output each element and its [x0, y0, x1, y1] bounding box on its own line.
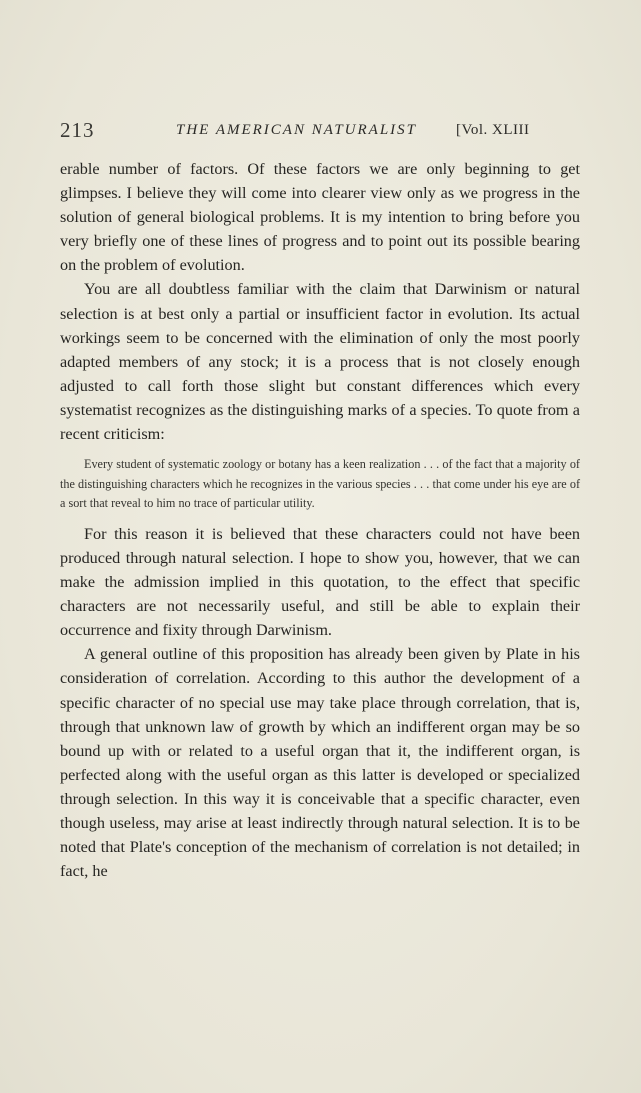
paragraph-this-reason: For this reason it is believed that these characters could not have been produced through natural selection. I hope to show you, however, that we can make the admission implied in this quotation, to the effect that specific characters are not necessarily useful, and still be able to explain their occurrence and fixity through Darwinism. [60, 524, 580, 640]
body-text [60, 157, 580, 883]
block-quote: Every student of systematic zoology or botany has a keen realization . . . of the fact that a majority of the distinguishing characters which he recognizes in the various species . . . that come under his eye are of a sort that reveal to him no trace of particular utility. [60, 457, 580, 511]
page-header [60, 118, 580, 146]
running-title: THE AMERICAN NATURALIST [176, 122, 418, 138]
volume-label: [Vol. XLIII [456, 122, 530, 138]
paragraph-plate-correlation: A general outline of this proposition has already been given by Plate in his consideration of correlation. According to this author the development of a specific character of no special use may take place through correlation, that is, through that unknown law of growth by which an indifferent organ may be so bound up with or related to a useful organ that it, the indifferent organ, is perfected along with the useful organ as this latter is developed or specialized through selection. In this way it is conceivable that a specific character, even though useless, may arise at least indirectly through natural selection. It is to be noted that Plate's conception of the mechanism of correlation is not detailed; in fact, he [60, 645, 580, 881]
paragraph-continued: erable number of factors. Of these factors we are only beginning to get glimpses. I believe they will come into clearer view only as we progress in the solution of general biological problems. It is my intention to bring before you very briefly one of these lines of progress and to point out its possible bearing on the problem of evolution. [60, 160, 580, 275]
paragraph-darwinism-claim: You are all doubtless familiar with the claim that Darwinism or natural selection is at best only a partial or insufficient factor in evolution. Its actual workings seem to be concerned with the elimination of only the most poorly adapted members of any stock; it is a process that is not closely enough adjusted to call forth those slight but constant differences which every systematist recognizes as the distinguishing marks of a species. To quote from a recent criticism: [60, 280, 580, 444]
page-number: 213 [60, 118, 95, 142]
